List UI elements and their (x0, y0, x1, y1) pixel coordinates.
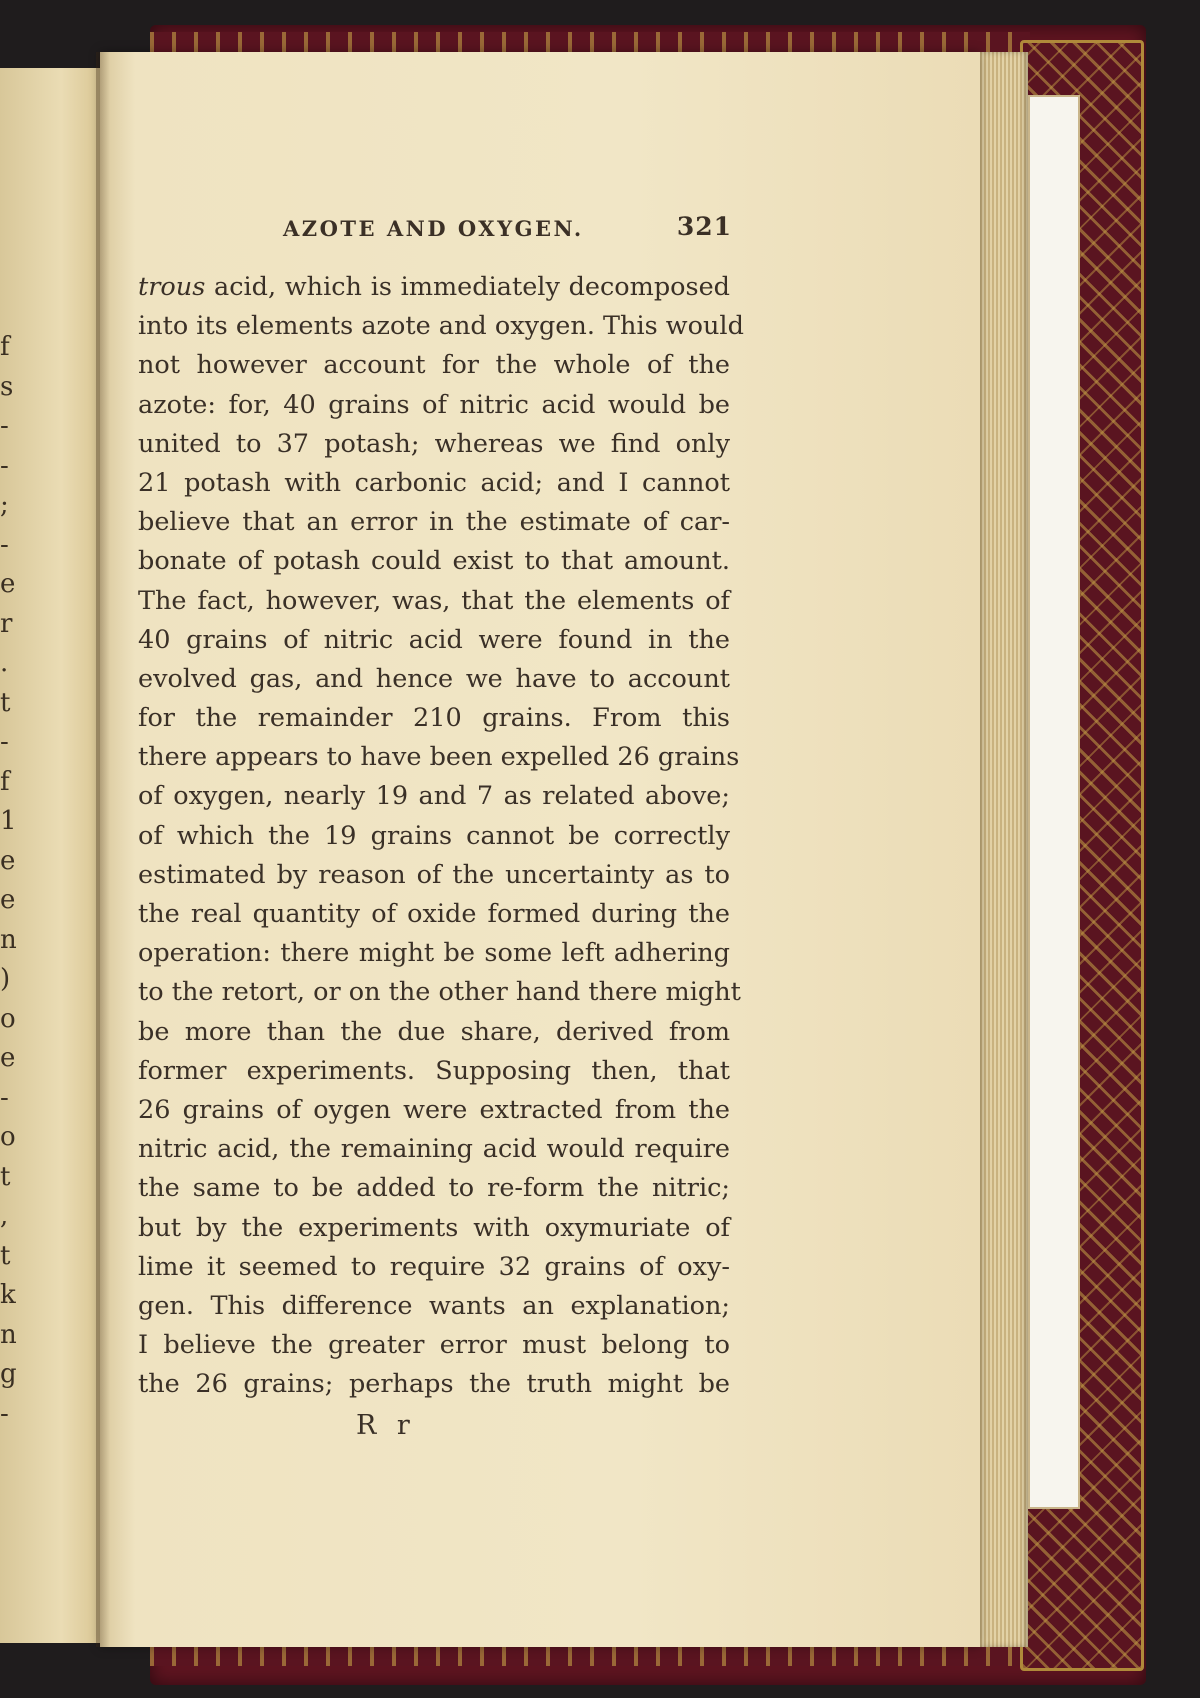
left-page-fragment: o (0, 1122, 16, 1152)
left-page-fragment: r (0, 608, 13, 639)
text-line: into its elements azote and oxygen. This would (138, 311, 744, 342)
running-head: AZOTE AND OXYGEN. (283, 216, 584, 241)
left-page-fragment: - (0, 450, 9, 481)
text-fragment: acid, which is immediately decomposed (205, 272, 730, 302)
text-line: estimated by reason of the uncertainty as to (138, 859, 730, 890)
text-line: I believe the greater error must belong to (138, 1330, 730, 1361)
text-line: evolved gas, and hence we have to account (138, 663, 730, 694)
text-line: bonate of potash could exist to that amount. (138, 546, 730, 577)
signature-mark: R r (356, 1410, 416, 1441)
left-page-fragment: f (0, 766, 10, 797)
left-page-fragment: e (0, 845, 16, 876)
left-page-fragment: e (0, 1043, 16, 1073)
text-line: to the retort, or on the other hand there might (138, 977, 741, 1008)
text-line: believe that an error in the estimate of car- (138, 507, 730, 538)
text-line: former experiments. Supposing then, that (138, 1055, 730, 1086)
text-line: there appears to have been expelled 26 grains (138, 742, 740, 773)
left-page-fragment: e (0, 885, 16, 915)
left-page-fragment: . (0, 648, 9, 678)
text-line: be more than the due share, derived from (138, 1016, 730, 1047)
text-line: 26 grains of oygen were extracted from the (138, 1094, 730, 1125)
text-line: of which the 19 grains cannot be correctly (138, 820, 730, 851)
left-page-text-fragments (0, 328, 20, 1434)
left-page-fragment: e (0, 569, 16, 599)
text-line: the same to be added to re-form the nitric; (138, 1173, 730, 1204)
page-number: 321 (676, 212, 732, 241)
left-page-fragment: s (0, 371, 14, 402)
text-line: united to 37 potash; whereas we find only (138, 428, 730, 459)
left-page-fragment: ; (0, 490, 9, 520)
text-line: of oxygen, nearly 19 and 7 as related above; (138, 781, 730, 812)
italic-fragment: trous (138, 272, 206, 302)
left-page-fragment: g (0, 1359, 17, 1389)
left-page-fragment: f (0, 332, 10, 362)
left-page-fragment: o (0, 1003, 16, 1034)
text-line: the real quantity of oxide formed during the (138, 899, 730, 929)
left-page-fragment: n (0, 924, 17, 955)
text-line: not however account for the whole of the (138, 350, 730, 381)
left-page-fragment: - (0, 1398, 9, 1429)
left-page-fragment: - (0, 411, 9, 441)
text-line: the 26 grains; perhaps the truth might be (138, 1369, 730, 1400)
left-page-fragment: , (0, 1201, 9, 1231)
left-page-fragment: - (0, 727, 9, 757)
left-page-fragment: - (0, 1082, 9, 1113)
left-page-fragment: ) (0, 964, 11, 994)
text-line (138, 268, 730, 307)
gutter-shadow (96, 52, 110, 1647)
text-line: for the remainder 210 grains. From this (138, 703, 730, 734)
left-page-fragment: k (0, 1280, 16, 1310)
left-page-fragment: t (0, 1161, 11, 1192)
left-page (0, 68, 102, 1643)
text-line: operation: there might be some left adhering (138, 938, 730, 969)
text-line: The fact, however, was, that the elements of (138, 585, 730, 616)
text-lines (138, 307, 744, 1404)
text-line: nitric acid, the remaining acid would require (138, 1134, 730, 1165)
body-text (138, 268, 744, 1404)
left-page-fragment: n (0, 1319, 17, 1350)
endpaper (1028, 95, 1080, 1509)
page-fore-edge (978, 52, 1028, 1647)
left-page-fragment: 1 (0, 806, 17, 836)
text-line: 40 grains of nitric acid were found in the (138, 624, 730, 655)
page-header (138, 212, 738, 242)
text-line: 21 potash with carbonic acid; and I cannot (138, 467, 730, 498)
left-page-fragment: t (0, 1240, 11, 1271)
left-page-fragment: - (0, 529, 9, 560)
text-line: lime it seemed to require 32 grains of oxy- (138, 1251, 730, 1282)
text-line: azote: for, 40 grains of nitric acid would be (138, 389, 730, 420)
text-line: gen. This difference wants an explanation; (138, 1290, 730, 1321)
text-line: but by the experiments with oxymuriate of (138, 1212, 730, 1243)
left-page-fragment: t (0, 687, 11, 718)
